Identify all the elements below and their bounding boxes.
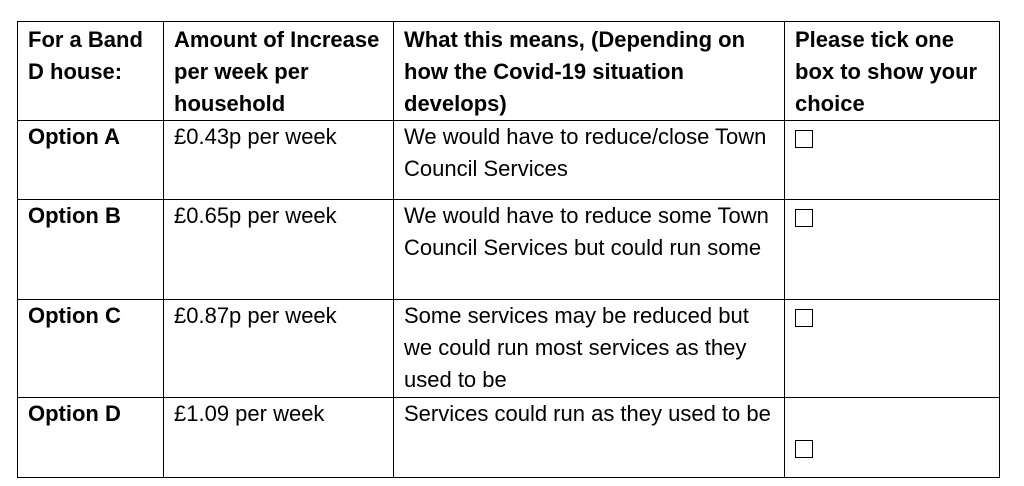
- table-row-option-c: [18, 300, 1000, 398]
- header-what-this-means: What this means, (Depending on how the Covid-19 situation develops): [394, 22, 785, 121]
- header-amount-of-increase: Amount of Increase per week per household: [164, 22, 394, 121]
- header-row: [18, 22, 1000, 121]
- option-label: Option C: [18, 300, 164, 398]
- option-meaning: Services could run as they used to be: [394, 398, 785, 478]
- option-a-checkbox[interactable]: [795, 130, 813, 148]
- tick-cell: [785, 200, 1000, 300]
- table-row-option-b: [18, 200, 1000, 300]
- option-d-checkbox[interactable]: [795, 440, 813, 458]
- tick-cell: [785, 121, 1000, 200]
- option-label: Option D: [18, 398, 164, 478]
- table-row-option-a: [18, 121, 1000, 200]
- table-row-option-d: [18, 398, 1000, 478]
- option-label: Option B: [18, 200, 164, 300]
- option-label: Option A: [18, 121, 164, 200]
- option-c-checkbox[interactable]: [795, 309, 813, 327]
- tick-cell: [785, 398, 1000, 478]
- option-b-checkbox[interactable]: [795, 209, 813, 227]
- option-amount: £0.65p per week: [164, 200, 394, 300]
- option-amount: £0.87p per week: [164, 300, 394, 398]
- tick-cell: [785, 300, 1000, 398]
- option-amount: £0.43p per week: [164, 121, 394, 200]
- option-meaning: We would have to reduce/close Town Council Services: [394, 121, 785, 200]
- option-meaning: Some services may be reduced but we could run most services as they used to be: [394, 300, 785, 398]
- header-please-tick: Please tick one box to show your choice: [785, 22, 1000, 121]
- options-table: [17, 21, 1000, 478]
- header-band-d-house: For a Band D house:: [18, 22, 164, 121]
- option-amount: £1.09 per week: [164, 398, 394, 478]
- option-meaning: We would have to reduce some Town Council Services but could run some: [394, 200, 785, 300]
